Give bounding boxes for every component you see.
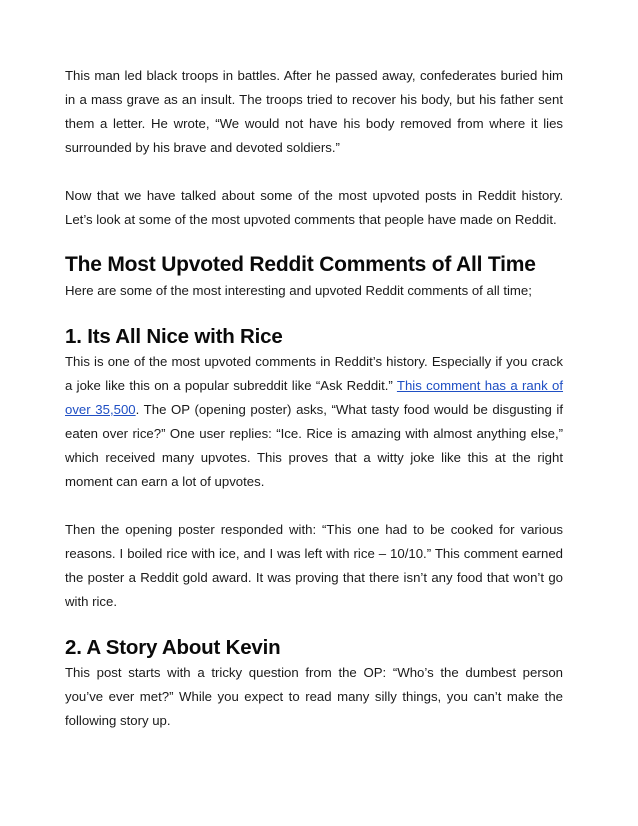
section-1-text-after-link: . The OP (opening poster) asks, “What tasty food would be disgusting if eaten over rice?” One user replies: “Ice. Rice is amazing with almost anything else,” which received many upvotes. This proves that a witty joke like this at the right moment can earn a lot of upvotes.: [65, 402, 564, 489]
section-2-heading: 2. A Story About Kevin: [65, 636, 281, 659]
comment-rank-link[interactable]: This comment has a rank of over 35,500: [65, 378, 564, 417]
intro-paragraph-1: This man led black troops in battles. After he passed away, confederates buried him in a mass grave as an insult. The troops tried to recover his body, but his father sent them a letter. He wrote, “We would not have his body removed from where it lies surrounded by his brave and devoted soldiers.”: [65, 68, 563, 155]
document-page: [65, 64, 563, 733]
section-1-heading: 1. Its All Nice with Rice: [65, 325, 283, 348]
section-1-text-before-link: This is one of the most upvoted comments in Reddit’s history. Especially if you crack a joke like this on a popular subreddit like “Ask Reddit.”: [65, 354, 563, 393]
intro-paragraph-2: Now that we have talked about some of the most upvoted posts in Reddit history. Let’s look at some of the most upvoted comments that people have made on Reddit.: [65, 188, 563, 227]
main-section-text: Here are some of the most interesting and upvoted Reddit comments of all time;: [65, 283, 532, 298]
section-1-paragraph-1: [65, 350, 563, 494]
section-2-paragraph-1: This post starts with a tricky question from the OP: “Who’s the dumbest person you’ve ever met?” While you expect to read many silly things, you can’t make the following story up.: [65, 665, 563, 728]
section-1-paragraph-2: Then the opening poster responded with: “This one had to be cooked for various reasons. I boiled rice with ice, and I was left with rice – 10/10.” This comment earned the poster a Reddit gold award. It was proving that there isn’t any food that won’t go with rice.: [65, 522, 563, 609]
main-section-heading: The Most Upvoted Reddit Comments of All Time: [65, 253, 536, 276]
